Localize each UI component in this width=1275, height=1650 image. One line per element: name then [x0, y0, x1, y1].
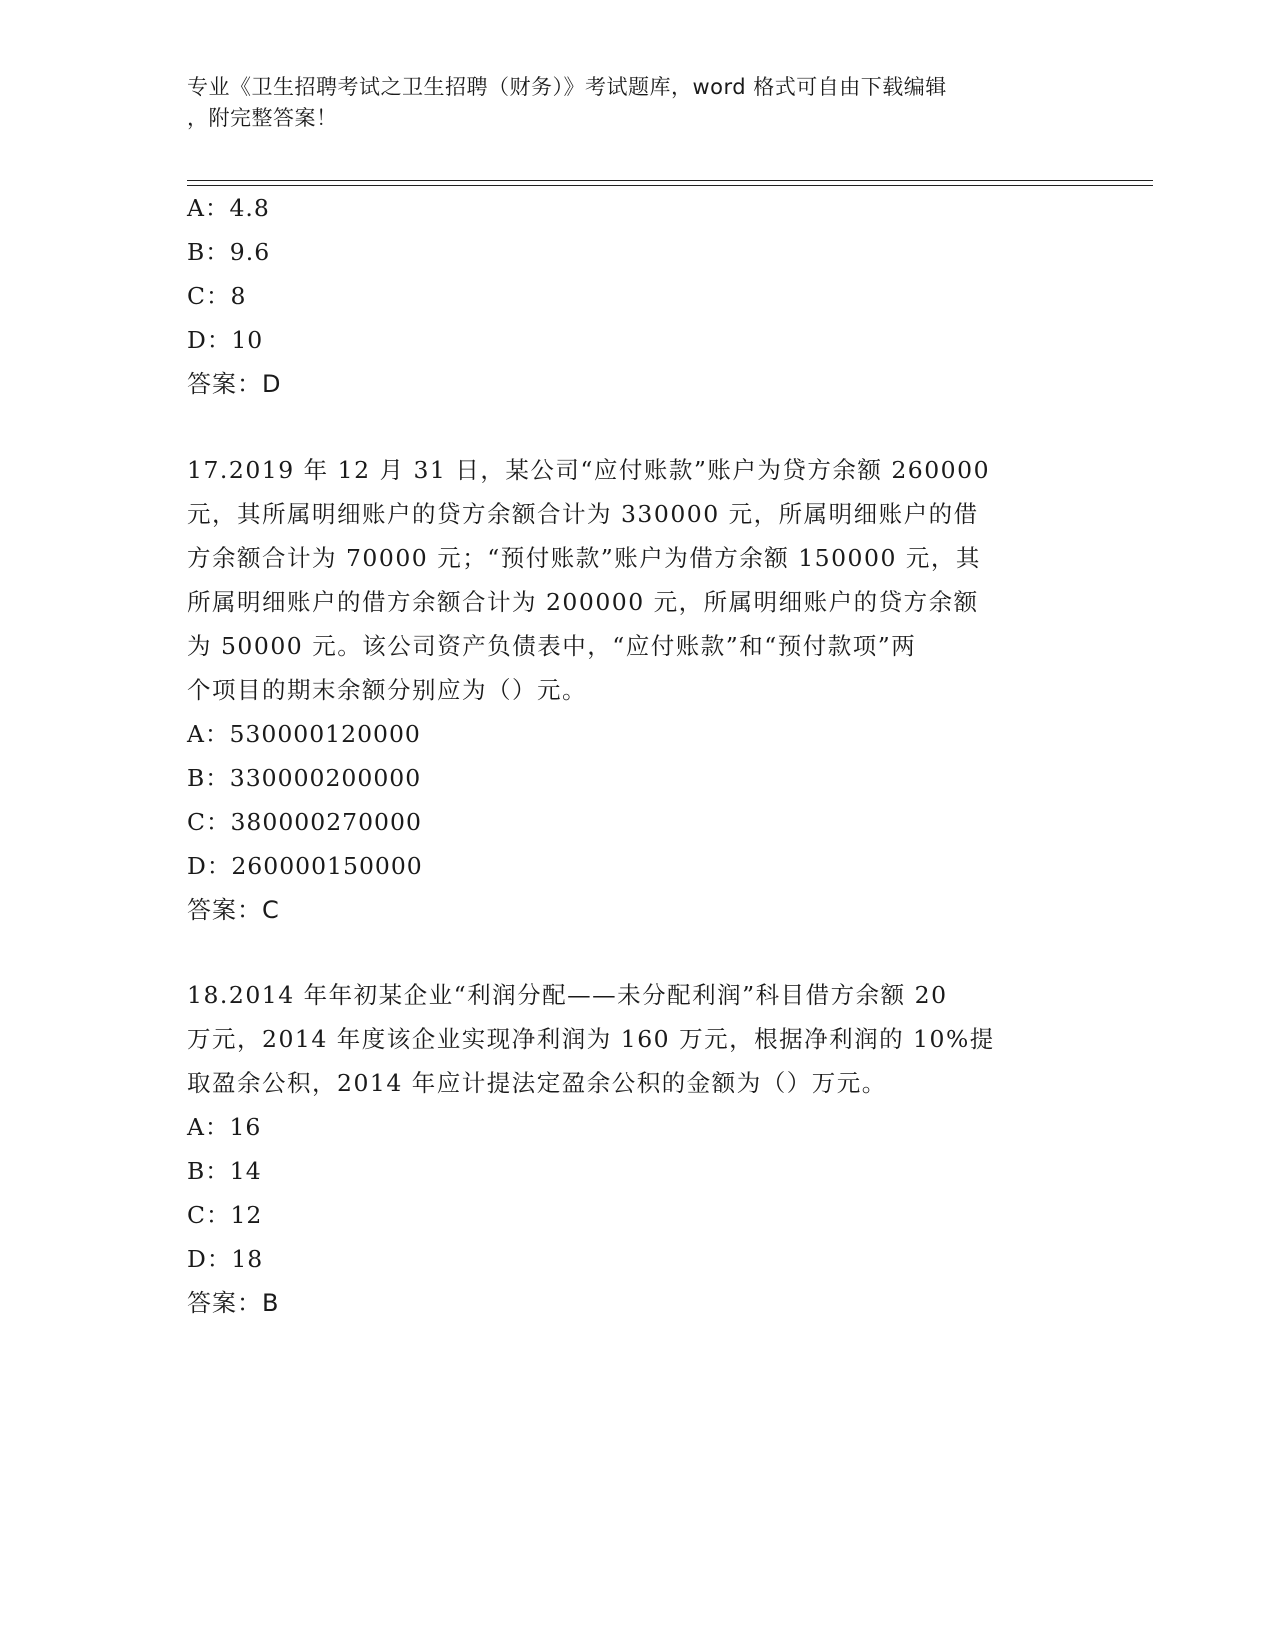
q16-option-a: A：4.8 — [187, 194, 270, 222]
header-divider-bottom — [187, 185, 1153, 186]
q18-option-a: A：16 — [187, 1113, 262, 1141]
q17-text-line: 所属明细账户的借方余额合计为 200000 元，所属明细账户的贷方余额 — [187, 588, 979, 616]
header-divider-top — [187, 180, 1153, 181]
q17-text-line: 个项目的期末余额分别应为（）元。 — [187, 676, 587, 704]
q17-option-c: C：380000270000 — [187, 808, 422, 836]
q18-answer: 答案：B — [187, 1289, 280, 1317]
document-header — [187, 72, 1067, 134]
q16-option-d: D：10 — [187, 326, 264, 354]
q17-answer: 答案：C — [187, 896, 280, 924]
q18-option-d: D：18 — [187, 1245, 264, 1273]
q18-option-b: B：14 — [187, 1157, 262, 1185]
q18-text-line: 取盈余公积，2014 年应计提法定盈余公积的金额为（）万元。 — [187, 1069, 887, 1097]
q17-text-line: 为 50000 元。该公司资产负债表中，“应付账款”和“预付款项”两 — [187, 632, 917, 660]
header-line-1: 专业《卫生招聘考试之卫生招聘（财务）》考试题库，word 格式可自由下载编辑 — [187, 75, 947, 99]
q17-option-a: A：530000120000 — [187, 720, 421, 748]
q18-text-line: 18.2014 年年初某企业“利润分配——未分配利润”科目借方余额 20 — [187, 981, 948, 1009]
q18-option-c: C：12 — [187, 1201, 263, 1229]
q18-text-line: 万元，2014 年度该企业实现净利润为 160 万元，根据净利润的 10%提 — [187, 1025, 995, 1053]
q17-text-line: 元，其所属明细账户的贷方余额合计为 330000 元，所属明细账户的借 — [187, 500, 979, 528]
q17-text-line: 方余额合计为 70000 元；“预付账款”账户为借方余额 150000 元，其 — [187, 544, 981, 572]
q17-option-d: D：260000150000 — [187, 852, 423, 880]
q17-text-line: 17.2019 年 12 月 31 日，某公司“应付账款”账户为贷方余额 260000 — [187, 456, 991, 484]
header-line-2: ，附完整答案！ — [187, 106, 338, 130]
q16-answer: 答案：D — [187, 370, 282, 398]
q17-option-b: B：330000200000 — [187, 764, 422, 792]
q16-option-b: B：9.6 — [187, 238, 271, 266]
q16-option-c: C：8 — [187, 282, 247, 310]
